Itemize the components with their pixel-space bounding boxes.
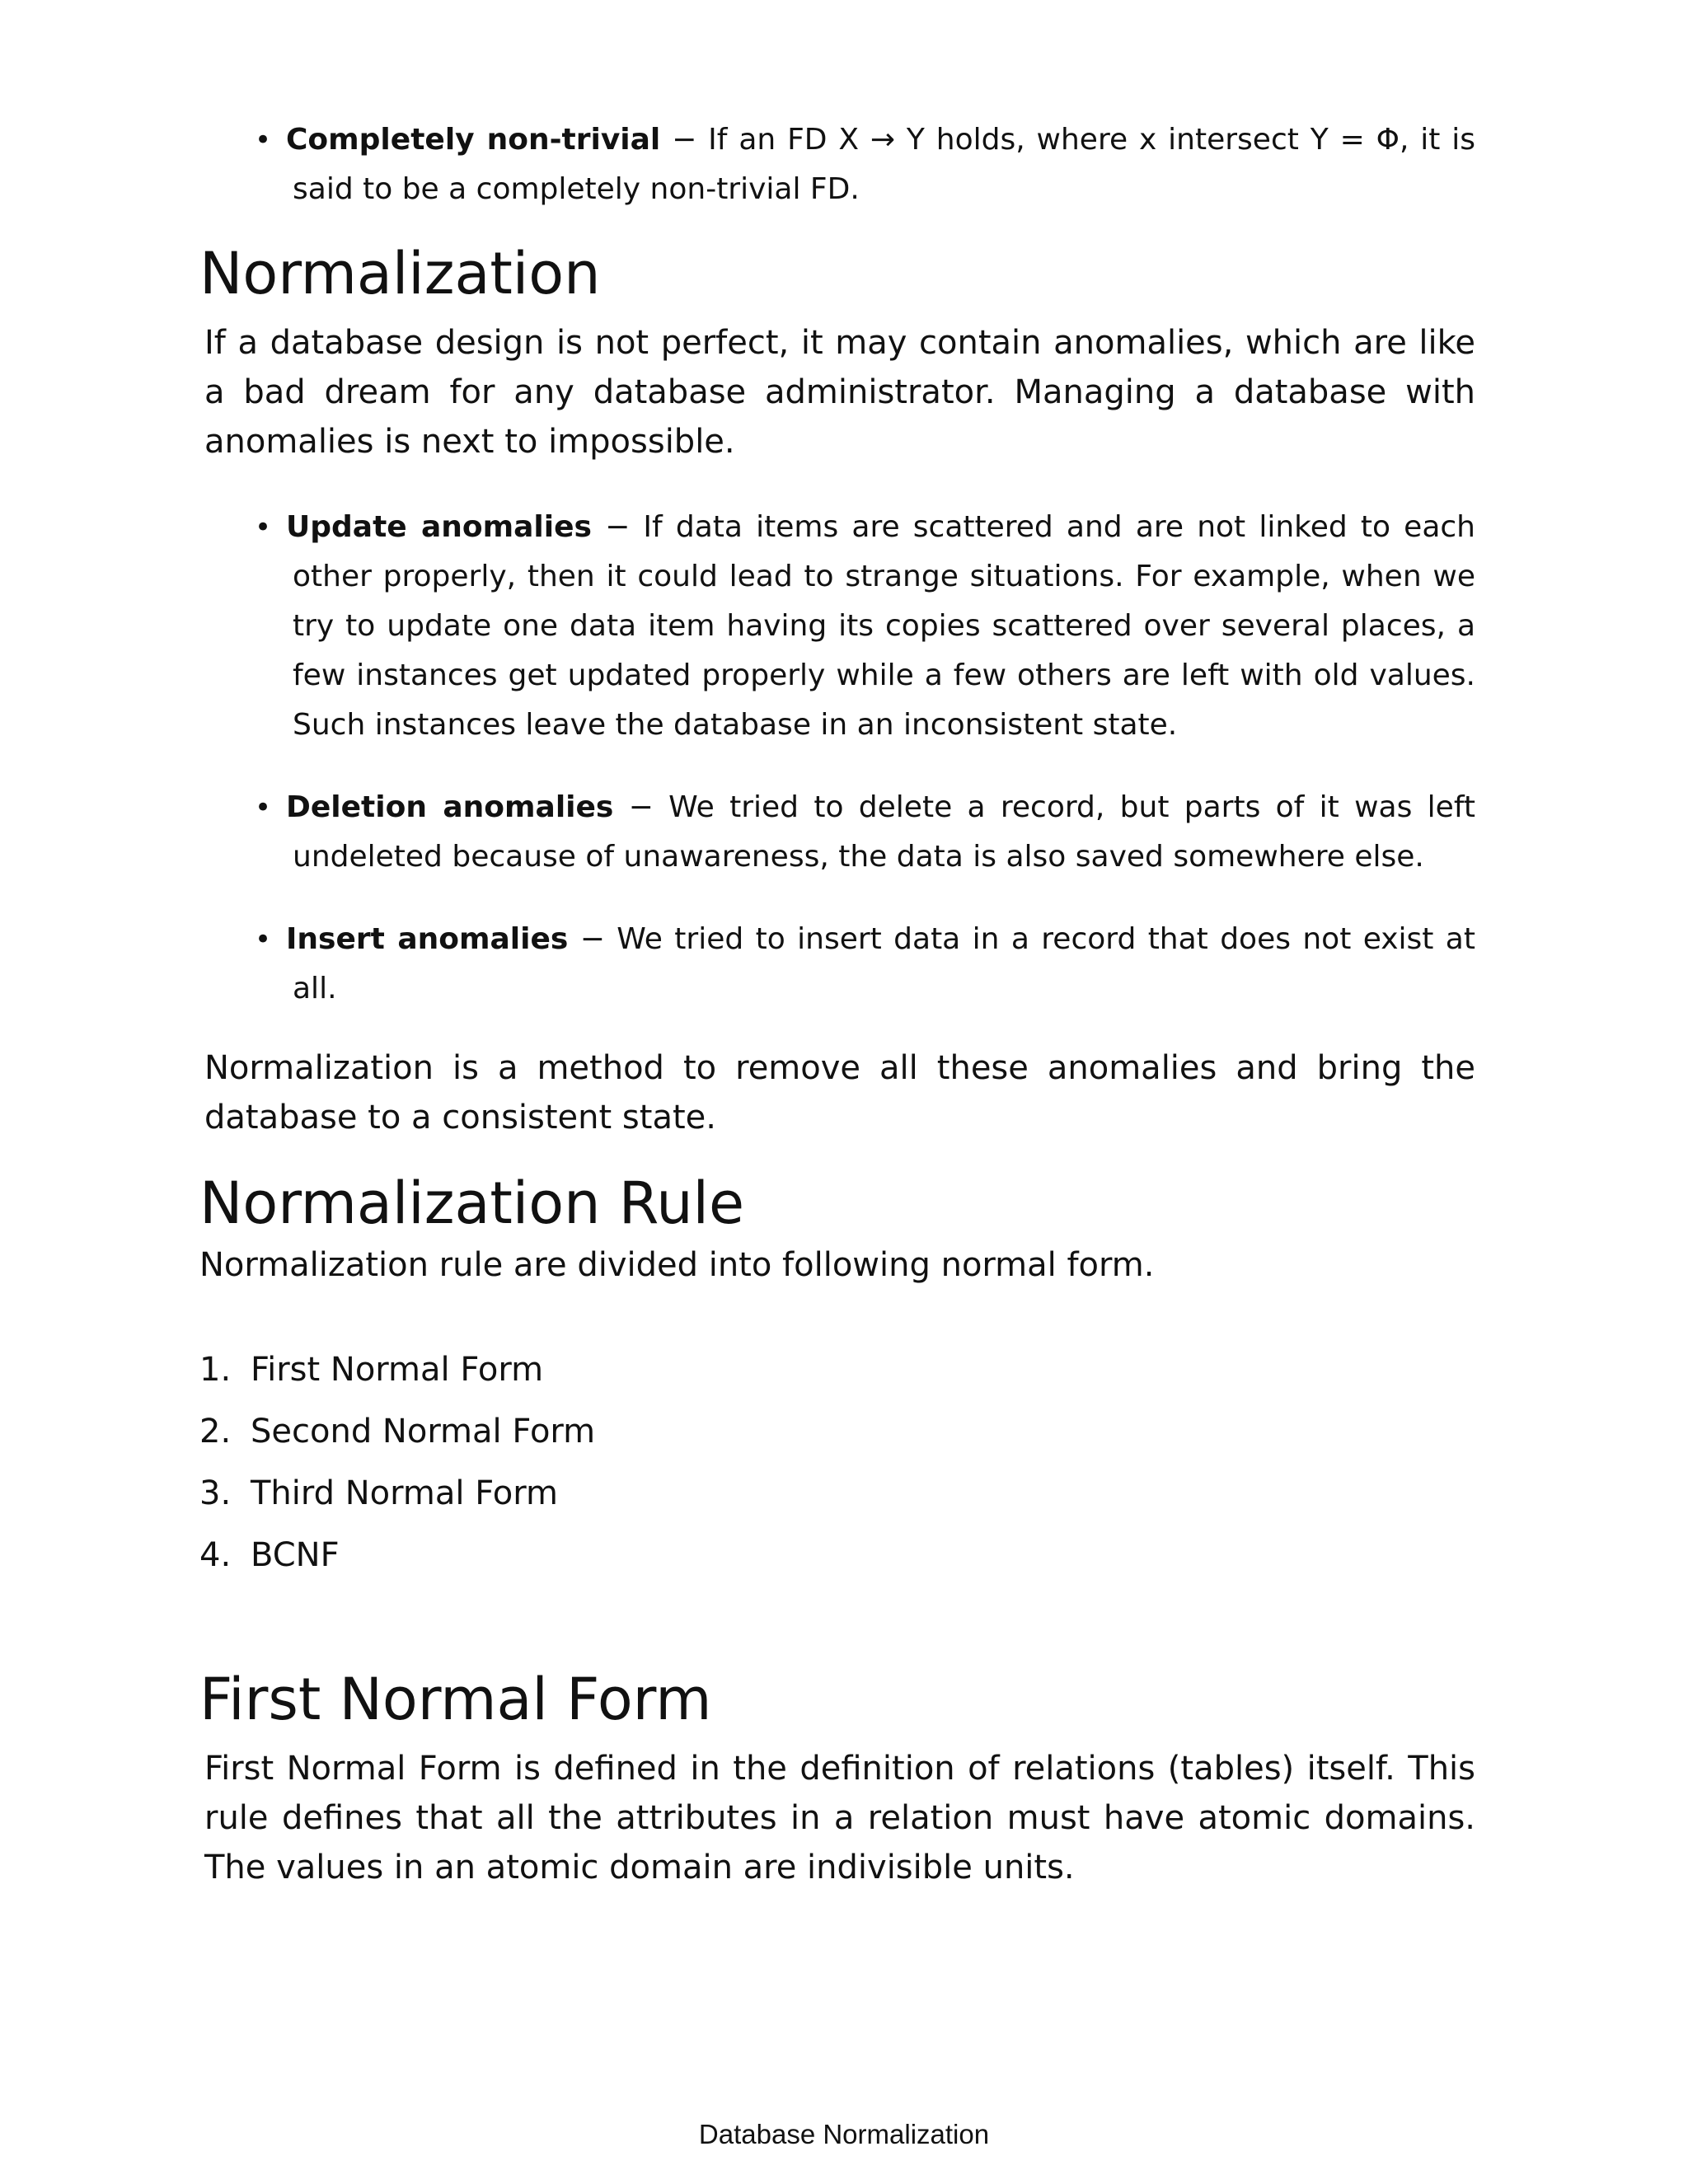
bullet-term: Completely non-trivial: [286, 123, 661, 157]
bullet-text: − We tried to insert data in a record that does not exist at all.: [293, 922, 1475, 1005]
bullet-insert-anomalies: [255, 915, 1475, 1014]
list-label: BCNF: [251, 1536, 340, 1574]
bullet-deletion-anomalies: [255, 783, 1475, 882]
normal-forms-list: [199, 1339, 595, 1586]
bullet-term: Deletion anomalies: [286, 790, 614, 824]
bullet-dot-icon: •: [255, 511, 272, 544]
list-item: [199, 1525, 595, 1586]
normalization-rule-intro: Normalization rule are divided into following normal form.: [199, 1246, 1155, 1284]
list-label: Second Normal Form: [251, 1413, 596, 1451]
bullet-text: − If data items are scattered and are not linked to each other properly, then it could lead to strange situations. For example, when we try to update one data item having its copies scattered over several places, a few instances get updated properly while a few others are left with old values. Such instances leave the database in an inconsistent state.: [293, 510, 1475, 742]
list-number: 2.: [199, 1413, 232, 1451]
list-item: [199, 1401, 595, 1463]
normalization-summary: Normalization is a method to remove all these anomalies and bring the database to a consistent state.: [204, 1049, 1475, 1137]
first-normal-form-body: First Normal Form is defined in the definition of relations (tables) itself. This rule defines that all the attributes in a relation must have atomic domains. The values in an atomic domain are indivisible units.: [204, 1750, 1475, 1886]
list-number: 3.: [199, 1474, 232, 1512]
bullet-dot-icon: •: [255, 124, 272, 157]
list-item: [199, 1339, 595, 1401]
list-number: 1.: [199, 1351, 232, 1389]
bullet-term: Insert anomalies: [286, 922, 569, 956]
bullet-update-anomalies: [255, 503, 1475, 750]
list-item: [199, 1463, 595, 1525]
list-label: Third Normal Form: [251, 1474, 558, 1512]
heading-normalization-rule: Normalization Rule: [199, 1169, 745, 1237]
list-number: 4.: [199, 1536, 232, 1574]
bullet-completely-non-trivial: [255, 115, 1475, 214]
heading-first-normal-form: First Normal Form: [199, 1666, 712, 1733]
bullet-term: Update anomalies: [286, 510, 592, 544]
heading-normalization: Normalization: [199, 240, 601, 307]
bullet-dot-icon: •: [255, 791, 272, 824]
page-footer: Database Normalization: [698, 2119, 990, 2149]
bullet-text: − If an FD X → Y holds, where x intersect Y = Φ, it is said to be a completely non-trivial FD.: [293, 123, 1475, 206]
normalization-intro: If a database design is not perfect, it may contain anomalies, which are like a bad dream for any database administrator. Managing a database with anomalies is next to impossible.: [204, 324, 1475, 461]
bullet-text: − We tried to delete a record, but parts of it was left undeleted because of unawareness, the data is also saved somewhere else.: [293, 790, 1475, 874]
list-label: First Normal Form: [251, 1351, 544, 1389]
bullet-dot-icon: •: [255, 923, 272, 956]
